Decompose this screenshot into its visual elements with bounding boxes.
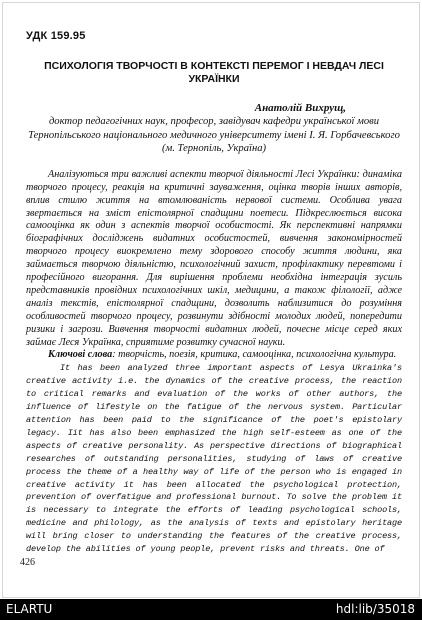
abstract-ukrainian: Аналізуються три важливі аспекти творчої діяльності Лесі Українки: динаміка творчого процесу, реакція на критичні зауваження, оцінка творів інших авторів, вплив стилю життя на втомлюваність нервової системи. Особлива увага звертається на зміст епістолярної спадщини поетеси. Підкреслюється висока самооцінка як один з аспектів творчої особистості. Як перспективні напрямки біографічних досліджень видатних особистостей, вивчення закономірностей творчого процесу виокремлено тему здорового способу життя людини, яка займається творчою діяльністю, психологічний захист, профілактику перевтоми і професійного вигорання. Для вирішення проблеми необхідна інтеграція зусиль представників провідних психологічних шкіл, медицини, а також філології, адже аналіз текстів, епістолярної спадщини, дозволить наблизитися до розуміння особливостей творчого процесу, розвинути здібності молодих людей, попередити ризики і загрози. Вивчення творчості видатних людей, почесне місце серед яких займає Леся Українка, сприятиме розвитку сучасної науки.	[26, 168, 402, 348]
repository-name: ELARTU	[6, 602, 53, 616]
author-name: Анатолій Вихрущ,	[254, 102, 346, 114]
author-affiliation: доктор педагогічних наук, професор, завідувач кафедри української мови Тернопільського національного медичного університету імені І. Я. Горбачевського (м. Тернопіль, Україна)	[28, 116, 400, 155]
udk-code: УДК 159.95	[26, 30, 86, 42]
page-number: 426	[20, 557, 35, 568]
keywords-line	[26, 349, 402, 362]
footer-bar	[0, 599, 422, 620]
keywords-label: Ключові слова	[48, 349, 113, 361]
handle-id: hdl:lib/35018	[335, 602, 415, 616]
article-title: ПСИХОЛОГІЯ ТВОРЧОСТІ В КОНТЕКСТІ ПЕРЕМОГ І НЕВДАЧ ЛЕСІ УКРАЇНКИ	[44, 60, 384, 85]
abstract-english: It has been analyzed three important aspects of Lesya Ukrainka's creative activity i.e. the dynamics of the creative process, the reaction to critical remarks and evaluation of the works of other authors, the influence of lifestyle on the fatigue of the nervous system. Particular attention has been paid to the significance of the poet's epistolary legacy. Iit has also been emphasized the high self-esteem as one of the aspects of creative personality. As perspective directions of biographical researches of outstanding personalities, studying of laws of creative process the theme of a healthy way of life of the person who is engaged in creative activity it has been allocated the psychological protection, prevention of overfatigue and professional burnout. To solve the problem it is necessary to integrate the efforts of leading psychological schools, medicine and philology, as the analysis of texts and epistolary heritage will bring closer to understanding the features of the creative process, develop the abilities of young people, prevent risks and threats. One of	[26, 363, 402, 555]
keywords-text: : творчість, поезія, критика, самооцінка, психологічна культура.	[112, 349, 397, 361]
document-page	[26, 30, 402, 556]
